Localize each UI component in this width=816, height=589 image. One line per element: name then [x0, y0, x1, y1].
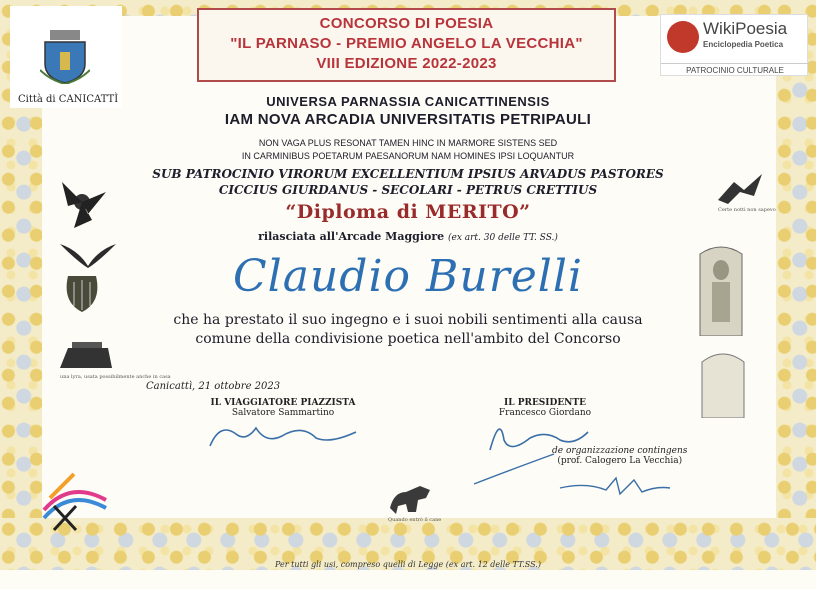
university-line-2: IAM NOVA ARCADIA UNIVERSITATIS PETRIPAULI: [224, 111, 592, 128]
statue-icon: [696, 240, 746, 336]
citation-line-1: che ha prestato il suo ingegno e i suoi nobili sentimenti alla causa: [173, 312, 643, 328]
motto-line-2: IN CARMINIBUS POETARUM PAESANORUM NAM HOMINES IPSI LOQUANTUR: [241, 151, 575, 161]
issue-date: Canicattì, 21 ottobre 2023: [146, 381, 281, 392]
contest-title: CONCORSO DI POESIA: [319, 15, 494, 32]
organizer-role: de organizzazione contingens: [552, 446, 688, 456]
issued-to-line: [0, 230, 816, 243]
signer-2-name: Francesco Giordano: [498, 408, 592, 418]
left-emblem-caption: una lyra, usata possibilmente anche in casa: [60, 374, 171, 380]
crest-shield-icon: [40, 30, 90, 84]
lyre-icon: [62, 272, 102, 314]
contest-banner: [197, 8, 616, 82]
organizer-block: [552, 446, 687, 466]
patronage-line-1: SUB PATROCINIO VIRORUM EXCELLENTIUM IPSIUS ARVADUS PASTORES: [152, 167, 664, 181]
wiki-subtitle: Enciclopedia Poetica: [703, 40, 784, 49]
typewriter-icon: [56, 340, 116, 372]
wiki-patronage: PATROCINIO CULTURALE: [661, 63, 809, 75]
arcadia-logo-icon: [40, 470, 110, 532]
city-label: Città di CANICATTÌ: [18, 94, 119, 105]
signature-1-scribble: [206, 418, 362, 450]
contest-subtitle: "IL PARNASO - PREMIO ANGELO LA VECCHIA": [230, 35, 583, 52]
diploma-title: “Diploma di MERITO”: [285, 201, 531, 223]
wings-icon: [58, 240, 118, 270]
citation-line-2: comune della condivisione poetica nell'ambito del Concorso: [195, 331, 621, 347]
university-line-1: UNIVERSA PARNASSIA CANICATTINENSIS: [266, 94, 550, 109]
city-crest: [10, 6, 122, 108]
dancer-icon: [714, 170, 766, 206]
dog-caption: Quando entrò il cane: [388, 517, 442, 523]
issued-to-text: rilasciata all'Arcade Maggiore: [258, 230, 445, 243]
contest-edition: VIII EDIZIONE 2022-2023: [316, 55, 497, 72]
signature-block-1: [208, 398, 358, 418]
recipient-name: Claudio Burelli: [233, 251, 583, 302]
organizer-name: (prof. Calogero La Vecchia): [557, 456, 683, 466]
signer-1-role: IL VIAGGIATORE PIAZZISTA: [210, 398, 356, 408]
trinacria-icon: [52, 172, 112, 232]
motto-line-1: NON VAGA PLUS RESONAT TAMEN HINC IN MARMORE SISTENS SED: [258, 138, 558, 148]
right-emblem-caption: Certe notti non sapevo: [718, 207, 776, 213]
dog-icon: [386, 478, 434, 516]
quill-icon: [667, 21, 699, 53]
wiki-title: WikiPoesia: [703, 19, 788, 38]
signature-3-scribble: [556, 472, 674, 498]
signer-2-role: IL PRESIDENTE: [504, 398, 586, 408]
wikipoesia-logo: [660, 14, 808, 76]
legal-footer: Per tutti gli usi, compreso quelli di Legge (ex art. 12 delle TT.SS.): [275, 560, 541, 569]
issued-to-ref: (ex art. 30 delle TT. SS.): [447, 233, 558, 243]
signer-1-name: Salvatore Sammartino: [231, 408, 335, 418]
niche-icon: [700, 346, 746, 418]
patronage-line-2: CICCIUS GIURDANUS - SECOLARI - PETRUS CRETTIUS: [218, 183, 598, 197]
